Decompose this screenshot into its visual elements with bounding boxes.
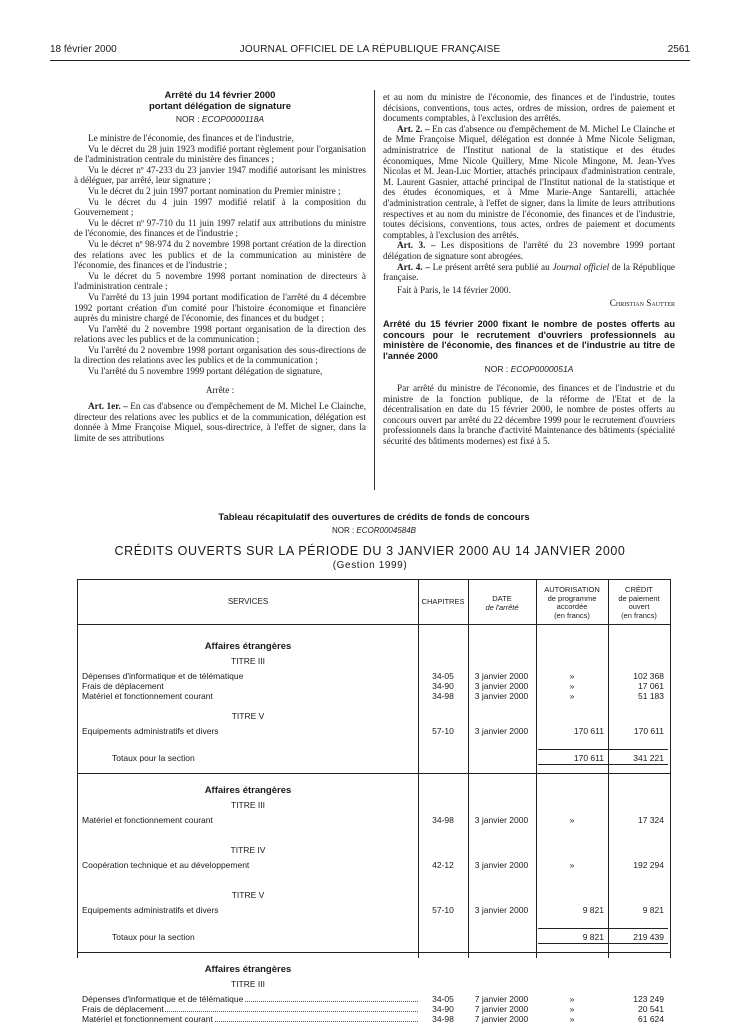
header-credit-l1: CRÉDIT	[625, 585, 653, 594]
arrete2-title: Arrêté du 15 février 2000 fixant le nombre de postes offerts au concours pour le recrutement d'ouvriers professionnels au ministère de l'économie, des finances et de l'industrie au titre de l'année 2000	[383, 318, 675, 362]
article-4-text-b: de la République française.	[383, 261, 675, 283]
visa-paragraph: Vu l'arrêté du 2 novembre 1998 portant organisation de la direction des relations avec les publics et de la communication ;	[74, 323, 366, 345]
credit-cell: 51 183	[638, 691, 664, 701]
arrete2-nor	[383, 364, 675, 375]
autorisation-cell: »	[569, 1014, 575, 1024]
header-date-l2: de l'arrêté	[485, 602, 519, 612]
article-1	[74, 401, 366, 443]
header-journal-title: JOURNAL OFFICIEL DE LA RÉPUBLIQUE FRANÇAISE	[239, 44, 501, 55]
header-chapitres: CHAPITRES	[421, 597, 465, 606]
header-divider	[78, 624, 670, 625]
nor-code: ECOP0000118A	[201, 114, 265, 124]
total-rule	[538, 749, 668, 750]
visa-paragraph: Vu le décret du 28 juin 1923 modifié portant règlement pour l'organisation de l'administration centrale du ministère des finances ;	[74, 143, 366, 165]
arrete2-body: Par arrêté du ministre de l'économie, des finances et de l'industrie et du ministre de la fonction publique, de la réforme de l'Etat et de la décentralisation en date du 15 février 2000, le nombre de postes offerts au concours ouvert par arrêté du 22 décembre 1999 pour le recrutement d'ouvriers professionnels dans la branche d'activité Maintenance des bâtiments (spécialité sécurité des bâtiments modernes) est fixé à 5.	[383, 383, 675, 447]
service-cell	[82, 691, 418, 701]
credits-table	[77, 579, 671, 1024]
header-credit-l3: ouvert	[628, 602, 650, 611]
date-cell: 7 janvier 2000	[474, 1014, 529, 1024]
service-label: Equipements administratifs et divers	[82, 726, 219, 736]
titre-label: TITRE III	[231, 656, 265, 666]
nor-prefix: NOR :	[484, 364, 511, 375]
article-3	[383, 240, 675, 261]
header-date	[468, 595, 536, 612]
titre-label: TITRE III	[231, 800, 265, 810]
table-nor	[74, 526, 674, 536]
credit-cell: 170 611	[633, 726, 664, 736]
nor-prefix: NOR :	[331, 526, 357, 535]
autorisation-cell: 9 821	[582, 905, 604, 915]
total-autorisation: 9 821	[582, 932, 604, 942]
credit-cell: 192 294	[633, 860, 664, 870]
header-auth-l2: de programme	[547, 593, 597, 603]
header-rule	[50, 60, 690, 61]
service-label: Coopération technique et au développement	[82, 860, 250, 870]
autorisation-cell: »	[569, 860, 575, 870]
arrete1-title-line1: Arrêté du 14 février 2000	[164, 90, 276, 101]
article-4	[383, 262, 675, 283]
section-title: Affaires étrangères	[204, 785, 292, 796]
service-label: Frais de déplacement	[82, 681, 164, 691]
date-cell: 7 janvier 2000	[474, 1004, 529, 1014]
total-credit: 219 439	[633, 932, 664, 942]
date-cell: 3 janvier 2000	[474, 860, 529, 870]
col-divider	[536, 580, 537, 958]
nor-code: ECOP0000051A	[510, 364, 574, 375]
arrete-label: Arrête :	[205, 384, 235, 395]
header-credit-l4: (en francs)	[621, 610, 657, 620]
total-rule	[538, 928, 668, 929]
header-services: SERVICES	[227, 597, 269, 606]
fait-a-paris: Fait à Paris, le 14 février 2000.	[397, 284, 511, 295]
arrete1-title	[74, 90, 366, 112]
service-label: Dépenses d'informatique et de télématique	[82, 994, 244, 1004]
chapitre-cell: 34-90	[432, 681, 454, 691]
page-header	[50, 44, 690, 60]
chapitre-cell: 42-12	[432, 860, 454, 870]
credit-cell: 9 821	[642, 905, 664, 915]
credit-cell: 17 324	[638, 815, 664, 825]
autorisation-cell: »	[569, 671, 575, 681]
total-label: Totaux pour la section	[112, 932, 195, 942]
visa-paragraph: Vu le décret du 2 juin 1997 portant nomination du Premier ministre ;	[88, 185, 341, 196]
service-cell	[82, 1004, 418, 1014]
credit-cell: 61 624	[638, 1014, 664, 1024]
article-4-label: Art. 4. –	[397, 261, 430, 272]
visa-paragraph: Vu le décret nº 47-233 du 23 janvier 1947 modifié autorisant les ministres à déléguer, par arrêté, leur signature ;	[74, 164, 366, 186]
chapitre-cell: 34-98	[432, 815, 454, 825]
titre-label: TITRE V	[231, 890, 265, 900]
visa-paragraph: Vu le décret nº 97-710 du 11 juin 1997 relatif aux attributions du ministre de l'économie, des finances et de l'industrie ;	[74, 217, 366, 239]
credit-cell: 123 249	[633, 994, 664, 1004]
visa-paragraph: Vu l'arrêté du 2 novembre 1998 portant organisation des sous-directions de la direction des relations avec les publics et de la communication ;	[74, 344, 366, 366]
article-1-text: En cas d'absence ou d'empêchement de M. Michel Le Clainche, directeur des relations avec les publics et de la communication, délégation est donnée à Mme Françoise Miquel, sous-directrice, à l'effet de signer, dans la limite de ses attributions	[74, 401, 367, 444]
chapitre-cell: 34-98	[432, 691, 454, 701]
titre-label: TITRE IV	[230, 845, 266, 855]
credit-cell: 102 368	[633, 671, 664, 681]
article-2-label: Art. 2. –	[397, 123, 430, 134]
autorisation-cell: »	[569, 681, 575, 691]
column-divider	[374, 90, 375, 490]
service-cell	[82, 726, 418, 736]
autorisation-cell: 170 611	[573, 726, 604, 736]
total-rule	[538, 764, 668, 765]
visa-paragraph: Vu l'arrêté du 5 novembre 1999 portant délégation de signature,	[88, 366, 323, 377]
titre-label: TITRE III	[231, 979, 265, 989]
date-cell: 3 janvier 2000	[474, 815, 529, 825]
service-cell	[82, 681, 418, 691]
section-title: Affaires étrangères	[204, 641, 292, 652]
service-cell	[82, 671, 418, 681]
article-3-text: Les dispositions de l'arrêté du 23 novembre 1999 portant délégation de signature sont abrogées.	[383, 240, 676, 261]
arrete1-title-line2: portant délégation de signature	[149, 101, 291, 112]
date-cell: 3 janvier 2000	[474, 671, 529, 681]
service-cell	[82, 860, 418, 870]
service-label: Matériel et fonctionnement courant	[82, 815, 213, 825]
chapitre-cell: 57-10	[432, 726, 454, 736]
credit-cell: 17 061	[638, 681, 664, 691]
article-4-journal: Journal officiel	[552, 261, 610, 272]
signature: Christian Sautter	[609, 298, 675, 309]
service-label: Matériel et fonctionnement courant	[82, 1014, 213, 1024]
credits-title: CRÉDITS OUVERTS SUR LA PÉRIODE DU 3 JANVIER 2000 AU 14 JANVIER 2000	[114, 544, 626, 558]
arrete1-nor	[74, 114, 366, 125]
visa-paragraph: Vu le décret du 5 novembre 1998 portant nomination de directeurs à l'administration centrale ;	[74, 270, 366, 292]
service-cell	[82, 905, 418, 915]
article-1-continuation: et au nom du ministre de l'économie, des finances et de l'industrie, toutes décisions, conventions, tous actes, ordres de mission, ordres de paiement et documents comptables, à l'exclusion des arrêtés.	[383, 92, 675, 124]
arrete1-visas	[74, 133, 366, 377]
chapitre-cell: 34-05	[432, 994, 454, 1004]
date-cell: 3 janvier 2000	[474, 905, 529, 915]
service-label: Equipements administratifs et divers	[82, 905, 219, 915]
article-4-text-a: Le présent arrêté sera publié au	[432, 261, 553, 272]
service-cell	[82, 815, 418, 825]
right-column	[383, 92, 675, 447]
titre-label: TITRE V	[231, 711, 265, 721]
autorisation-cell: »	[569, 691, 575, 701]
autorisation-cell: »	[569, 1004, 575, 1014]
article-1-label: Art. 1er. –	[88, 401, 128, 412]
service-label: Dépenses d'informatique et de télématique	[82, 671, 244, 681]
article-2-text: En cas d'absence ou d'empêchement de M. Michel Le Clainche et de Mme Françoise Miquel, délégation est donnée à Mme Nicole Seligman, administratrice de l'Institut national de la statistique et des études économiques, Mme Nicole Quillery, Mme Nicole Mingone, M. Jean-Yves Nicolas et M. Jean-Luc Mortier, attachés principaux d'administration centrale, M. Laurent Gasnier, attaché principal de l'Institut national de la statistique et des études économiques, et à Mme Marie-Ange Santarelli, attachée d'administration centrale, à l'effet de signer, dans la limite de leurs attributions respectives et au nom du ministre de l'économie, des finances et de l'industrie, toutes décisions, conventions, tous actes, ordres de paiement et documents comptables, à l'exclusion des arrêtés.	[383, 123, 676, 240]
chapitre-cell: 34-98	[432, 1014, 454, 1024]
header-auth-l4: (en francs)	[554, 610, 590, 620]
service-label: Matériel et fonctionnement courant	[82, 691, 213, 701]
visa-paragraph: Vu le décret nº 98-974 du 2 novembre 1998 portant création de la direction des relations avec les publics et de la communication au ministère de l'économie, des finances et de l'industrie ;	[74, 238, 366, 271]
header-date-l1: DATE	[492, 594, 512, 603]
nor-prefix: NOR :	[175, 114, 202, 124]
section-divider	[78, 952, 670, 953]
visa-paragraph: Vu l'arrêté du 13 juin 1994 portant modification de l'arrêté du 4 décembre 1992 portant création d'un comité pour l'histoire économique et financière auprès du ministre chargé de l'économie, des finances et du budget ;	[74, 291, 366, 324]
service-cell	[82, 1014, 418, 1024]
table-title: Tableau récapitulatif des ouvertures de crédits de fonds de concours	[218, 512, 530, 523]
date-cell: 3 janvier 2000	[474, 726, 529, 736]
section-title: Affaires étrangères	[204, 964, 292, 975]
service-label: Frais de déplacement	[82, 1004, 164, 1014]
total-credit: 341 221	[633, 753, 664, 763]
article-2	[383, 124, 675, 241]
date-cell: 7 janvier 2000	[474, 994, 529, 1004]
date-cell: 3 janvier 2000	[474, 691, 529, 701]
autorisation-cell: »	[569, 815, 575, 825]
nor-code: ECOR0004584B	[356, 526, 417, 535]
autorisation-cell: »	[569, 994, 575, 1004]
col-divider	[608, 580, 609, 958]
visa-paragraph: Vu le décret du 4 juin 1997 modifié relatif à la composition du Gouvernement ;	[74, 196, 366, 218]
col-divider	[418, 580, 419, 958]
header-auth-l1: AUTORISATION	[544, 585, 600, 594]
chapitre-cell: 34-05	[432, 671, 454, 681]
date-cell: 3 janvier 2000	[474, 681, 529, 691]
gestion-label: (Gestion 1999)	[332, 560, 408, 571]
total-autorisation: 170 611	[573, 753, 604, 763]
header-autorisation	[536, 586, 608, 620]
section-divider	[78, 773, 670, 774]
total-rule	[538, 943, 668, 944]
left-column	[74, 90, 366, 444]
credit-cell: 20 541	[638, 1004, 664, 1014]
header-auth-l3: accordée	[556, 602, 588, 611]
article-3-label: Art. 3. –	[397, 240, 436, 251]
header-credit-l2: de paiement	[618, 593, 660, 603]
visa-paragraph: Le ministre de l'économie, des finances et de l'industrie,	[88, 133, 294, 143]
header-page-number: 2561	[667, 44, 690, 55]
chapitre-cell: 57-10	[432, 905, 454, 915]
chapitre-cell: 34-90	[432, 1004, 454, 1014]
total-label: Totaux pour la section	[112, 753, 195, 763]
header-credit	[608, 586, 670, 620]
service-cell	[82, 994, 418, 1004]
col-divider	[468, 580, 469, 958]
header-date: 18 février 2000	[50, 44, 117, 55]
